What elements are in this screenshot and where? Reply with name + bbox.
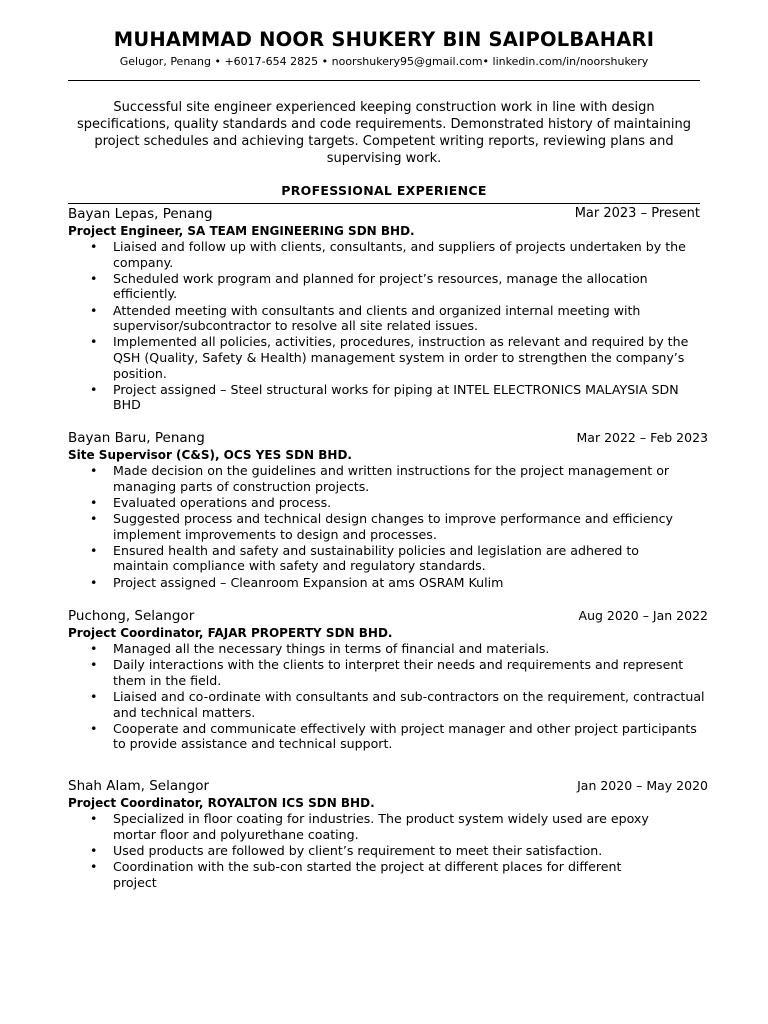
list-item: • Scheduled work program and planned for project’s resources, manage the allocation efficiently.	[90, 270, 648, 302]
job-bullets	[68, 641, 712, 752]
job-header	[68, 608, 708, 625]
job-role: Site Supervisor (C&S), OCS YES SDN BHD.	[68, 448, 352, 462]
list-item: • Ensured health and safety and sustainability policies and legislation are adhered to maintain compliance with safety and regulatory standards.	[90, 542, 639, 574]
job-role: Project Engineer, SA TEAM ENGINEERING SDN BHD.	[68, 224, 415, 238]
job-location: Shah Alam, Selangor	[68, 778, 210, 794]
job-dates: Mar 2022 – Feb 2023	[576, 430, 708, 445]
list-item: • Cooperate and communicate effectively with project manager and other project participants to provide assistance and technical support.	[90, 720, 697, 752]
list-item: • Project assigned – Steel structural works for piping at INTEL ELECTRONICS MALAYSIA SDN BHD	[90, 381, 679, 413]
header-divider	[68, 80, 700, 81]
list-item: • Attended meeting with consultants and clients and organized internal meeting with supervisor/subcontractor to resolve all site related issues.	[90, 302, 641, 334]
job-dates: Jan 2020 – May 2020	[577, 778, 708, 793]
list-item: • Implemented all policies, activities, procedures, instruction as relevant and required by the QSH (Quality, Safety & Health) management system in order to strengthen the company’s position.	[90, 334, 689, 381]
list-item: • Used products are followed by client’s requirement to meet their satisfaction.	[90, 842, 603, 858]
list-item: • Liaised and co-ordinate with consultants and sub-contractors on the requirement, contractual and technical matters.	[90, 688, 705, 720]
job-entry	[68, 778, 708, 891]
job-entry	[68, 206, 708, 414]
job-role: Project Coordinator, ROYALTON ICS SDN BHD.	[68, 796, 375, 810]
list-item: • Project assigned – Cleanroom Expansion at ams OSRAM Kulim	[90, 574, 504, 590]
job-entry	[68, 608, 708, 753]
section-title-experience: PROFESSIONAL EXPERIENCE	[281, 183, 487, 198]
job-dates: Aug 2020 – Jan 2022	[578, 608, 708, 623]
job-location: Bayan Lepas, Penang	[68, 206, 213, 222]
job-location: Bayan Baru, Penang	[68, 430, 205, 446]
section-divider	[68, 203, 700, 204]
job-location: Puchong, Selangor	[68, 608, 195, 624]
job-dates: Mar 2023 – Present	[574, 206, 700, 221]
list-item: • Daily interactions with the clients to interpret their needs and requirements and represent them in the field.	[90, 657, 684, 688]
list-item: • Specialized in floor coating for industries. The product system widely used are epoxy mortar floor and polyurethane coating.	[90, 811, 649, 842]
job-bullets	[68, 811, 668, 890]
list-item: • Made decision on the guidelines and written instructions for the project management or managing parts of construction projects.	[90, 463, 670, 494]
job-entry	[68, 430, 708, 591]
list-item: • Evaluated operations and process.	[90, 494, 332, 510]
job-role: Project Coordinator, FAJAR PROPERTY SDN BHD.	[68, 626, 393, 640]
job-bullets	[68, 463, 698, 590]
list-item: • Managed all the necessary things in terms of financial and materials.	[90, 641, 550, 656]
list-item: • Coordination with the sub-con started the project at different places for different project	[90, 858, 622, 890]
job-bullets	[68, 239, 698, 413]
list-item: • Suggested process and technical design changes to improve performance and efficiency implement improvements to design and processes.	[90, 510, 673, 542]
job-header	[68, 778, 708, 795]
job-header	[68, 430, 708, 447]
candidate-name: MUHAMMAD NOOR SHUKERY BIN SAIPOLBAHARI	[113, 28, 655, 51]
list-item: • Liaised and follow up with clients, consultants, and suppliers of projects undertaken by the company.	[90, 239, 686, 270]
professional-summary: Successful site engineer experienced keeping construction work in line with design specifications, quality standards and code requirements. Demonstrated history of maintaining project schedules and achieving targets. Competent writing reports, reviewing plans and supervising work.	[76, 100, 692, 166]
job-header	[68, 206, 708, 223]
contact-info: Gelugor, Penang • +6017-654 2825 • noorshukery95@gmail.com• linkedin.com/in/noorshukery	[119, 55, 649, 68]
